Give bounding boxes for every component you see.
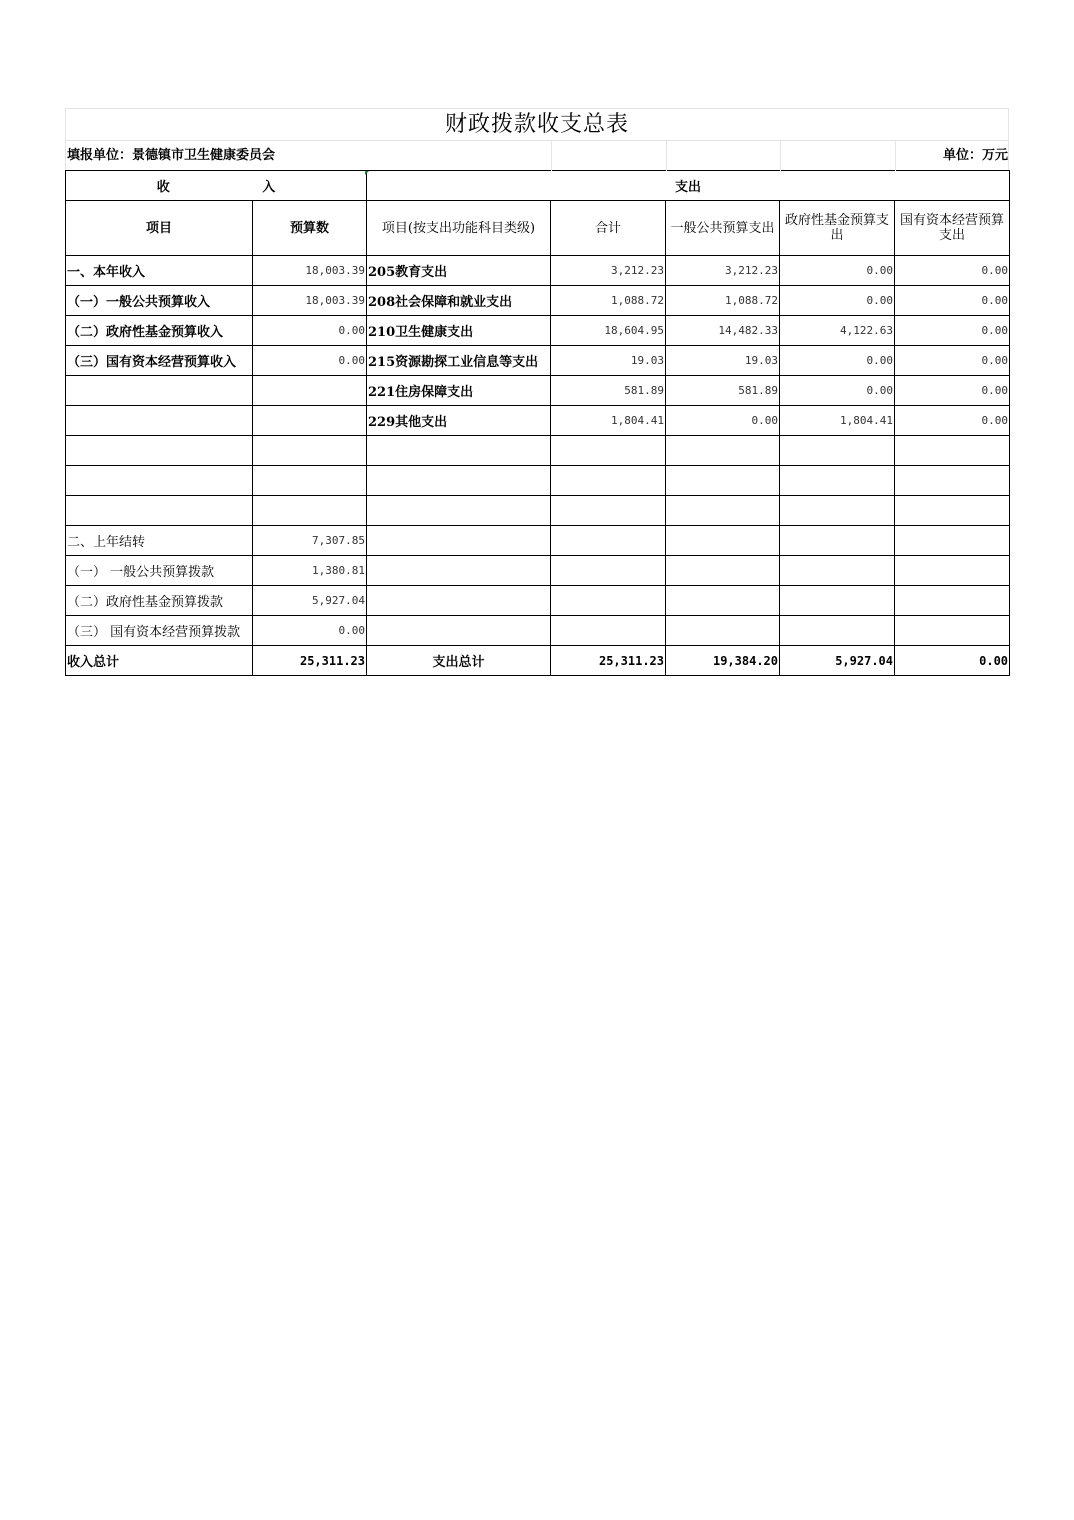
col-state-capital: 国有资本经营预算支出 bbox=[895, 201, 1010, 256]
income-item: （二）政府性基金预算收入 bbox=[66, 316, 253, 346]
budget-sheet bbox=[65, 108, 1009, 676]
expense-state-capital: 0.00 bbox=[895, 256, 1010, 286]
income-section-header: 收 入 bbox=[66, 171, 367, 201]
expense-state-capital-total: 0.00 bbox=[895, 646, 1010, 676]
expense-total: 581.89 bbox=[551, 376, 666, 406]
expense-general bbox=[666, 496, 780, 526]
expense-general: 14,482.33 bbox=[666, 316, 780, 346]
expense-gov-fund bbox=[780, 586, 895, 616]
income-item: （一） 一般公共预算拨款 bbox=[66, 556, 253, 586]
income-total-value: 25,311.23 bbox=[253, 646, 367, 676]
expense-general: 0.00 bbox=[666, 406, 780, 436]
expense-gov-fund-total: 5,927.04 bbox=[780, 646, 895, 676]
expense-general: 3,212.23 bbox=[666, 256, 780, 286]
col-item: 项目 bbox=[66, 201, 253, 256]
expense-state-capital bbox=[895, 496, 1010, 526]
income-value: 5,927.04 bbox=[253, 586, 367, 616]
income-value: 0.00 bbox=[253, 346, 367, 376]
expense-total: 18,604.95 bbox=[551, 316, 666, 346]
expense-gov-fund: 0.00 bbox=[780, 256, 895, 286]
expense-total: 3,212.23 bbox=[551, 256, 666, 286]
income-item: （一）一般公共预算收入 bbox=[66, 286, 253, 316]
section-header-row bbox=[66, 171, 1010, 201]
income-value bbox=[253, 406, 367, 436]
table-row bbox=[66, 316, 1010, 346]
income-item bbox=[66, 376, 253, 406]
expense-gov-fund: 0.00 bbox=[780, 286, 895, 316]
table-row bbox=[66, 496, 1010, 526]
expense-section-header: 支出 bbox=[367, 171, 1010, 201]
table-row bbox=[66, 286, 1010, 316]
table-row bbox=[66, 526, 1010, 556]
table-row bbox=[66, 256, 1010, 286]
expense-total bbox=[551, 586, 666, 616]
expense-total bbox=[551, 526, 666, 556]
expense-gov-fund bbox=[780, 466, 895, 496]
expense-gov-fund: 0.00 bbox=[780, 376, 895, 406]
expense-gov-fund bbox=[780, 496, 895, 526]
col-general: 一般公共预算支出 bbox=[666, 201, 780, 256]
table-row bbox=[66, 466, 1010, 496]
expense-gov-fund: 1,804.41 bbox=[780, 406, 895, 436]
expense-general bbox=[666, 616, 780, 646]
expense-item: 205教育支出 bbox=[367, 256, 551, 286]
expense-state-capital bbox=[895, 556, 1010, 586]
expense-total: 19.03 bbox=[551, 346, 666, 376]
expense-item bbox=[367, 496, 551, 526]
expense-total: 1,088.72 bbox=[551, 286, 666, 316]
expense-state-capital: 0.00 bbox=[895, 286, 1010, 316]
blank-cell bbox=[551, 141, 666, 171]
expense-item: 221住房保障支出 bbox=[367, 376, 551, 406]
expense-gov-fund: 4,122.63 bbox=[780, 316, 895, 346]
expense-grand-total: 25,311.23 bbox=[551, 646, 666, 676]
income-item bbox=[66, 466, 253, 496]
expense-general bbox=[666, 586, 780, 616]
budget-table bbox=[65, 170, 1010, 676]
expense-gov-fund bbox=[780, 556, 895, 586]
expense-state-capital bbox=[895, 436, 1010, 466]
income-value: 7,307.85 bbox=[253, 526, 367, 556]
expense-total bbox=[551, 496, 666, 526]
income-value: 18,003.39 bbox=[253, 256, 367, 286]
expense-state-capital bbox=[895, 526, 1010, 556]
expense-state-capital: 0.00 bbox=[895, 316, 1010, 346]
expense-item bbox=[367, 526, 551, 556]
expense-item: 215资源勘探工业信息等支出 bbox=[367, 346, 551, 376]
expense-total-label: 支出总计 bbox=[367, 646, 551, 676]
expense-item bbox=[367, 556, 551, 586]
expense-total bbox=[551, 556, 666, 586]
expense-item: 210卫生健康支出 bbox=[367, 316, 551, 346]
column-header-row bbox=[66, 201, 1010, 256]
expense-item bbox=[367, 616, 551, 646]
expense-general bbox=[666, 526, 780, 556]
income-item: 一、本年收入 bbox=[66, 256, 253, 286]
table-row bbox=[66, 346, 1010, 376]
expense-general-total: 19,384.20 bbox=[666, 646, 780, 676]
table-body bbox=[66, 256, 1010, 676]
expense-item bbox=[367, 466, 551, 496]
expense-gov-fund bbox=[780, 526, 895, 556]
expense-state-capital bbox=[895, 616, 1010, 646]
expense-state-capital bbox=[895, 586, 1010, 616]
totals-row bbox=[66, 646, 1010, 676]
expense-total: 1,804.41 bbox=[551, 406, 666, 436]
expense-total bbox=[551, 436, 666, 466]
expense-item: 208社会保障和就业支出 bbox=[367, 286, 551, 316]
income-value: 1,380.81 bbox=[253, 556, 367, 586]
table-row bbox=[66, 556, 1010, 586]
income-item: （三）国有资本经营预算收入 bbox=[66, 346, 253, 376]
table-row bbox=[66, 376, 1010, 406]
cell-comment-marker bbox=[365, 171, 369, 175]
income-item bbox=[66, 406, 253, 436]
expense-item: 229其他支出 bbox=[367, 406, 551, 436]
blank-cell bbox=[780, 141, 895, 171]
expense-gov-fund: 0.00 bbox=[780, 346, 895, 376]
expense-gov-fund bbox=[780, 436, 895, 466]
expense-item bbox=[367, 586, 551, 616]
income-item bbox=[66, 496, 253, 526]
expense-state-capital: 0.00 bbox=[895, 346, 1010, 376]
expense-general: 1,088.72 bbox=[666, 286, 780, 316]
table-row bbox=[66, 586, 1010, 616]
col-gov-fund: 政府性基金预算支出 bbox=[780, 201, 895, 256]
income-item bbox=[66, 436, 253, 466]
expense-general: 581.89 bbox=[666, 376, 780, 406]
income-value: 18,003.39 bbox=[253, 286, 367, 316]
table-row bbox=[66, 406, 1010, 436]
expense-item bbox=[367, 436, 551, 466]
expense-general bbox=[666, 556, 780, 586]
expense-general bbox=[666, 436, 780, 466]
income-value bbox=[253, 496, 367, 526]
unit-row bbox=[65, 140, 1009, 170]
income-value bbox=[253, 466, 367, 496]
income-item: （二）政府性基金预算拨款 bbox=[66, 586, 253, 616]
col-total: 合计 bbox=[551, 201, 666, 256]
reporting-unit: 填报单位：景德镇市卫生健康委员会 bbox=[67, 148, 276, 163]
blank-cell bbox=[666, 141, 780, 171]
income-item: （三） 国有资本经营预算拨款 bbox=[66, 616, 253, 646]
col-exp-item: 项目(按支出功能科目类级) bbox=[367, 201, 551, 256]
expense-state-capital bbox=[895, 466, 1010, 496]
expense-state-capital: 0.00 bbox=[895, 406, 1010, 436]
income-value: 0.00 bbox=[253, 316, 367, 346]
expense-total bbox=[551, 466, 666, 496]
expense-total bbox=[551, 616, 666, 646]
expense-general bbox=[666, 466, 780, 496]
table-row bbox=[66, 436, 1010, 466]
table-row bbox=[66, 616, 1010, 646]
expense-gov-fund bbox=[780, 616, 895, 646]
income-value bbox=[253, 376, 367, 406]
expense-general: 19.03 bbox=[666, 346, 780, 376]
currency-unit: 单位：万元 bbox=[895, 141, 1010, 171]
expense-state-capital: 0.00 bbox=[895, 376, 1010, 406]
income-total-label: 收入总计 bbox=[66, 646, 253, 676]
income-value bbox=[253, 436, 367, 466]
page-title: 财政拨款收支总表 bbox=[65, 108, 1009, 140]
income-value: 0.00 bbox=[253, 616, 367, 646]
income-item: 二、上年结转 bbox=[66, 526, 253, 556]
col-budget: 预算数 bbox=[253, 201, 367, 256]
